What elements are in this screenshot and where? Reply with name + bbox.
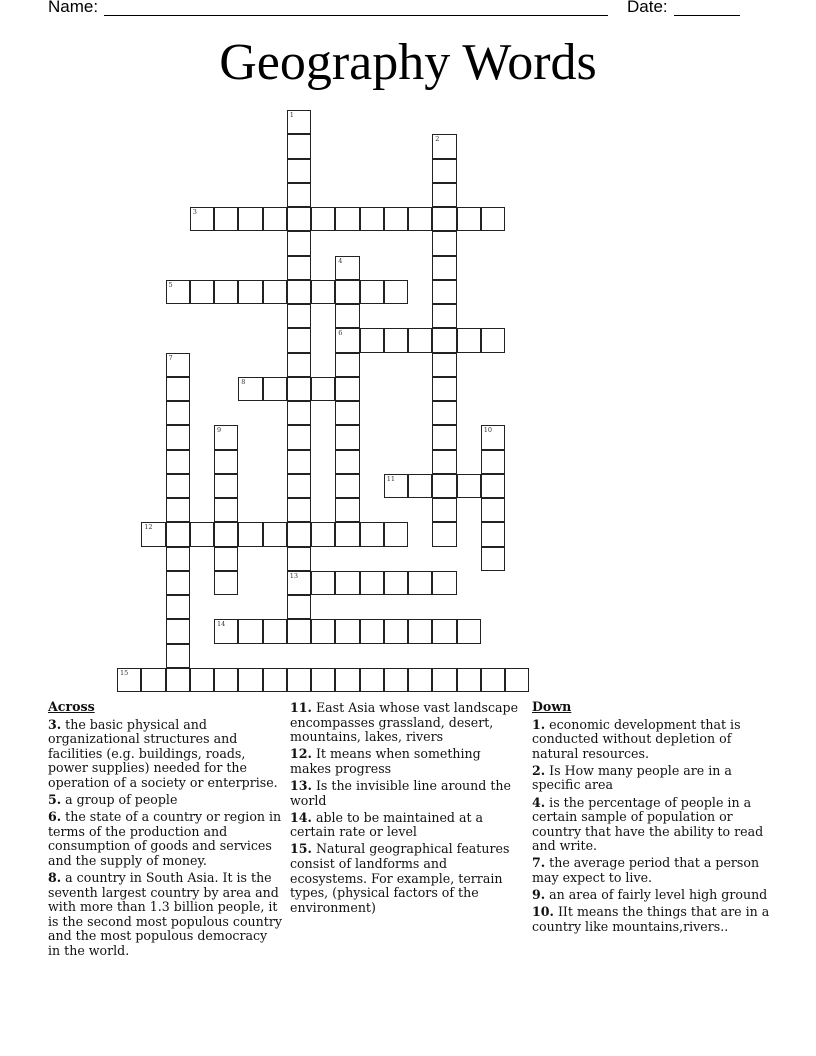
crossword-cell[interactable] [238, 280, 262, 304]
clue-number: 15 [120, 668, 129, 677]
clue-down-7: 7. the average period that a person may expect to live. [532, 855, 760, 886]
crossword-cell[interactable] [481, 522, 505, 546]
crossword-cell[interactable] [384, 280, 408, 304]
crossword-cell[interactable] [238, 377, 262, 401]
crossword-cell[interactable] [408, 474, 432, 498]
crossword-cell[interactable] [335, 207, 359, 231]
crossword-cell[interactable] [432, 377, 456, 401]
crossword-cell[interactable] [335, 377, 359, 401]
crossword-cell[interactable] [360, 668, 384, 692]
crossword-cell[interactable] [360, 328, 384, 352]
crossword-cell[interactable] [481, 474, 505, 498]
crossword-cell[interactable] [214, 522, 238, 546]
crossword-cell[interactable] [311, 668, 335, 692]
crossword-cell[interactable] [214, 425, 238, 449]
crossword-cell[interactable] [166, 571, 190, 595]
crossword-cell[interactable] [238, 668, 262, 692]
clue-down-1: 1. economic development that is conducted without depletion of natural resources. [532, 716, 741, 761]
crossword-cell[interactable] [432, 353, 456, 377]
crossword-cell[interactable] [214, 280, 238, 304]
across-clues-column-2 [290, 701, 525, 918]
crossword-cell[interactable] [166, 450, 190, 474]
crossword-cell[interactable] [432, 619, 456, 643]
crossword-cell[interactable] [287, 595, 311, 619]
clue-number: 9 [217, 426, 222, 435]
crossword-cell[interactable] [384, 474, 408, 498]
clue-number: 14 [217, 620, 226, 629]
crossword-cell[interactable] [166, 474, 190, 498]
crossword-cell[interactable] [432, 304, 456, 328]
crossword-cell[interactable] [432, 450, 456, 474]
crossword-cell[interactable] [190, 522, 214, 546]
crossword-cell[interactable] [360, 619, 384, 643]
crossword-cell[interactable] [311, 571, 335, 595]
crossword-cell[interactable] [287, 353, 311, 377]
crossword-cell[interactable] [166, 498, 190, 522]
crossword-cell[interactable] [287, 377, 311, 401]
date-label: Date: [627, 0, 668, 16]
clue-across-15: 15. Natural geographical features consist of landforms and ecosystems. For example, terrain types, (physical factors of the environment) [290, 841, 510, 915]
crossword-cell[interactable] [481, 498, 505, 522]
crossword-cell[interactable] [287, 571, 311, 595]
crossword-cell[interactable] [384, 619, 408, 643]
crossword-cell[interactable] [287, 256, 311, 280]
crossword-cell[interactable] [432, 207, 456, 231]
crossword-cell[interactable] [360, 207, 384, 231]
crossword-cell[interactable] [457, 207, 481, 231]
crossword-cell[interactable] [166, 668, 190, 692]
crossword-cell[interactable] [287, 425, 311, 449]
crossword-cell[interactable] [335, 328, 359, 352]
crossword-cell[interactable] [287, 280, 311, 304]
crossword-cell[interactable] [287, 401, 311, 425]
crossword-cell[interactable] [287, 450, 311, 474]
clue-number: 3 [192, 208, 197, 216]
crossword-cell[interactable] [335, 256, 359, 280]
crossword-cell[interactable] [335, 450, 359, 474]
crossword-cell[interactable] [287, 231, 311, 255]
crossword-cell[interactable] [166, 522, 190, 546]
crossword-cell[interactable] [432, 474, 456, 498]
crossword-cell[interactable] [190, 207, 214, 231]
crossword-cell[interactable] [263, 207, 287, 231]
crossword-cell[interactable] [335, 522, 359, 546]
crossword-cell[interactable] [287, 498, 311, 522]
crossword-cell[interactable] [166, 377, 190, 401]
crossword-cell[interactable] [238, 522, 262, 546]
crossword-cell[interactable] [432, 498, 456, 522]
crossword-cell[interactable] [263, 377, 287, 401]
clue-down-9: 9. an area of fairly level high ground [532, 887, 768, 903]
crossword-cell[interactable] [141, 522, 165, 546]
clue-number: 6 [338, 329, 343, 338]
crossword-cell[interactable] [117, 668, 141, 692]
across-heading: Across [48, 699, 95, 714]
clue-number: 10 [483, 426, 493, 435]
crossword-cell[interactable] [287, 183, 311, 207]
crossword-cell[interactable] [432, 231, 456, 255]
crossword-cell[interactable] [335, 619, 359, 643]
crossword-cell[interactable] [360, 280, 384, 304]
crossword-cell[interactable] [287, 328, 311, 352]
crossword-cell[interactable] [287, 159, 311, 183]
crossword-cell[interactable] [432, 571, 456, 595]
crossword-cell[interactable] [214, 498, 238, 522]
crossword-cell[interactable] [287, 110, 311, 134]
clue-across-8: 8. a country in South Asia. It is the seventh largest country by area and with more than 1.3 billion people, it is the second most populous country and the most populous democracy in the world. [48, 870, 282, 958]
crossword-cell[interactable] [432, 401, 456, 425]
crossword-cell[interactable] [166, 547, 190, 571]
crossword-cell[interactable] [287, 207, 311, 231]
crossword-cell[interactable] [311, 522, 335, 546]
crossword-cell[interactable] [214, 619, 238, 643]
clue-across-3: 3. the basic physical and organizational structures and facilities (e.g. buildings, roads, power supplies) needed for the operation of a society or enterprise. [48, 716, 278, 790]
crossword-cell[interactable] [311, 377, 335, 401]
crossword-cell[interactable] [335, 498, 359, 522]
crossword-cell[interactable] [481, 425, 505, 449]
clue-number: 8 [241, 377, 246, 386]
clue-across-5: 5. a group of people [48, 792, 178, 808]
crossword-cell[interactable] [481, 207, 505, 231]
crossword-cell[interactable] [238, 207, 262, 231]
down-clues-column [532, 700, 772, 937]
crossword-cell[interactable] [287, 619, 311, 643]
crossword-cell[interactable] [360, 522, 384, 546]
crossword-cell[interactable] [384, 571, 408, 595]
crossword-cell[interactable] [432, 328, 456, 352]
crossword-cell[interactable] [335, 425, 359, 449]
clue-number: 4 [338, 256, 343, 265]
crossword-cell[interactable] [432, 425, 456, 449]
crossword-cell[interactable] [457, 474, 481, 498]
crossword-cell[interactable] [432, 522, 456, 546]
clue-down-2: 2. Is How many people are in a specific area [532, 762, 732, 793]
crossword-cell[interactable] [166, 595, 190, 619]
crossword-cell[interactable] [432, 280, 456, 304]
crossword-cell[interactable] [311, 619, 335, 643]
crossword-cell[interactable] [432, 183, 456, 207]
crossword-cell[interactable] [166, 644, 190, 668]
crossword-cell[interactable] [311, 280, 335, 304]
crossword-cell[interactable] [287, 522, 311, 546]
crossword-cell[interactable] [432, 668, 456, 692]
crossword-cell[interactable] [432, 159, 456, 183]
down-heading: Down [532, 699, 572, 714]
crossword-cell[interactable] [335, 304, 359, 328]
crossword-cell[interactable] [214, 571, 238, 595]
crossword-cell[interactable] [166, 280, 190, 304]
crossword-cell[interactable] [457, 619, 481, 643]
crossword-cell[interactable] [190, 280, 214, 304]
crossword-cell[interactable] [166, 619, 190, 643]
crossword-cell[interactable] [432, 256, 456, 280]
clue-across-13: 13. Is the invisible line around the world [290, 777, 511, 808]
crossword-cell[interactable] [408, 571, 432, 595]
crossword-cell[interactable] [335, 280, 359, 304]
crossword-cell[interactable] [432, 134, 456, 158]
crossword-cell[interactable] [457, 668, 481, 692]
clue-number: 1 [289, 111, 294, 119]
crossword-cell[interactable] [214, 450, 238, 474]
crossword-cell[interactable] [263, 522, 287, 546]
crossword-cell[interactable] [214, 474, 238, 498]
crossword-cell[interactable] [384, 668, 408, 692]
crossword-cell[interactable] [287, 668, 311, 692]
clue-number: 12 [144, 523, 153, 532]
crossword-cell[interactable] [408, 328, 432, 352]
clue-across-6: 6. the state of a country or region in terms of the production and consumption of goods and services and the supply of money. [48, 809, 282, 868]
clue-across-14: 14. able to be maintained at a certain rate or level [290, 809, 484, 840]
crossword-cell[interactable] [238, 619, 262, 643]
clue-down-4: 4. is the percentage of people in a certain sample of population or country that have the ability to read and write. [532, 794, 764, 854]
clue-number: 7 [168, 353, 173, 362]
crossword-cell[interactable] [408, 619, 432, 643]
crossword-cell[interactable] [335, 474, 359, 498]
crossword-cell[interactable] [311, 207, 335, 231]
crossword-cell[interactable] [287, 474, 311, 498]
crossword-cell[interactable] [408, 207, 432, 231]
name-label: Name: [48, 0, 99, 16]
crossword-cell[interactable] [457, 328, 481, 352]
crossword-cell[interactable] [263, 668, 287, 692]
crossword-cell[interactable] [166, 353, 190, 377]
page-title: Geography Words [219, 34, 597, 91]
crossword-cell[interactable] [263, 280, 287, 304]
crossword-cell[interactable] [141, 668, 165, 692]
clue-number: 11 [386, 474, 396, 483]
crossword-cell[interactable] [335, 401, 359, 425]
crossword-cell[interactable] [263, 619, 287, 643]
crossword-cell[interactable] [287, 547, 311, 571]
crossword-cell[interactable] [166, 425, 190, 449]
clue-number: 13 [289, 571, 299, 580]
crossword-cell[interactable] [481, 450, 505, 474]
crossword-cell[interactable] [335, 668, 359, 692]
crossword-cell[interactable] [360, 571, 384, 595]
crossword-cell[interactable] [335, 571, 359, 595]
across-clues-column-1 [48, 700, 283, 961]
crossword-cell[interactable] [214, 547, 238, 571]
crossword-cell[interactable] [384, 522, 408, 546]
crossword-cell[interactable] [335, 353, 359, 377]
crossword-cell[interactable] [287, 304, 311, 328]
crossword-cell[interactable] [287, 134, 311, 158]
crossword-cell[interactable] [384, 207, 408, 231]
crossword-cell[interactable] [408, 668, 432, 692]
crossword-cell[interactable] [505, 668, 529, 692]
crossword-cell[interactable] [481, 328, 505, 352]
crossword-cell[interactable] [384, 328, 408, 352]
clue-down-10: 10. IIt means the things that are in a country like mountains,rivers.. [532, 904, 770, 934]
crossword-cell[interactable] [166, 401, 190, 425]
clue-number: 2 [435, 135, 440, 144]
crossword-cell[interactable] [214, 668, 238, 692]
clue-across-11: 11. East Asia whose vast landscape encompasses grassland, desert, mountains, lakes, rivers [290, 700, 519, 745]
clue-number: 5 [168, 280, 173, 289]
clue-across-12: 12. It means when something makes progress [290, 746, 481, 776]
crossword-cell[interactable] [481, 547, 505, 571]
crossword-cell[interactable] [214, 207, 238, 231]
crossword-cell[interactable] [481, 668, 505, 692]
crossword-cell[interactable] [190, 668, 214, 692]
